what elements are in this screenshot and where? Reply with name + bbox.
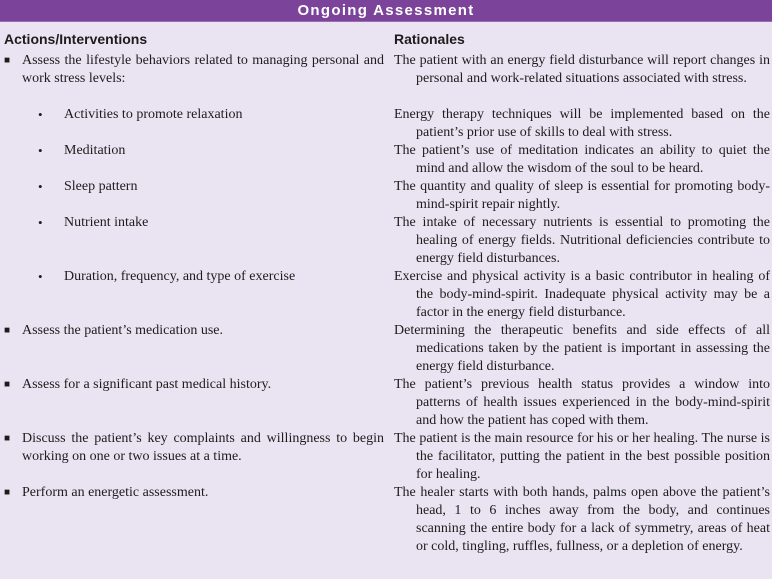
column-headers: [0, 22, 772, 52]
bullet-icon: •: [38, 179, 43, 194]
bullet-icon: ■: [4, 487, 11, 498]
table-row: [0, 106, 772, 142]
table-row: [0, 268, 772, 322]
bullet-icon: •: [38, 215, 43, 230]
rationale-text: The healer starts with both hands, palms open above the patient’s head, 1 to 6 inches away from the body, and continues scanning the entire body for a lack of symmetry, areas of heat or cold, tingling, ruffles, fullness, or a depletion of energy.: [394, 485, 770, 554]
bullet-icon: ■: [4, 55, 11, 66]
table-row: [0, 142, 772, 178]
action-cell: [0, 142, 394, 160]
action-cell: [0, 376, 394, 394]
table-row: [0, 430, 772, 484]
action-text: Sleep pattern: [64, 179, 138, 194]
table-row: [0, 322, 772, 376]
action-cell: [0, 322, 394, 340]
rationale-text: The patient with an energy field disturbance will report changes in personal and work-related situations associated with stress.: [394, 53, 770, 86]
rationale-text: The patient’s use of meditation indicates an ability to quiet the mind and allow the wisdom of the soul to be heard.: [394, 143, 770, 176]
rationale-text: Energy therapy techniques will be implemented based on the patient’s prior use of skills to deal with stress.: [394, 107, 770, 140]
action-text: Assess the lifestyle behaviors related to managing personal and work stress levels:: [22, 53, 384, 86]
table-row: [0, 52, 772, 106]
action-text: Meditation: [64, 143, 126, 158]
bullet-icon: ■: [4, 379, 11, 390]
rationale-text: The intake of necessary nutrients is essential to promoting the healing of energy fields. Nutritional deficiencies contribute to energy field disturbances.: [394, 215, 770, 266]
rationale-text: The patient is the main resource for his or her healing. The nurse is the facilitator, putting the patient in the best possible position for healing.: [394, 431, 770, 482]
bullet-icon: ■: [4, 325, 11, 336]
rationale-text: Determining the therapeutic benefits and side effects of all medications taken by the patient is important in assessing the energy field disturbance.: [394, 323, 770, 374]
bullet-icon: ■: [4, 433, 11, 444]
bullet-icon: •: [38, 107, 43, 122]
action-text: Duration, frequency, and type of exercise: [64, 269, 296, 284]
action-text: Activities to promote relaxation: [64, 107, 243, 122]
action-text: Perform an energetic assessment.: [22, 485, 209, 500]
rationale-text: The patient’s previous health status provides a window into patterns of health issues experienced in the body-mind-spirit and how the patient has coped with them.: [394, 377, 770, 428]
table-row: [0, 214, 772, 268]
assessment-table: [0, 52, 772, 574]
table-row: [0, 376, 772, 430]
page-title: Ongoing Assessment: [0, 0, 772, 22]
action-text: Nutrient intake: [64, 215, 149, 230]
bullet-icon: •: [38, 269, 43, 284]
column-header-rationales: Rationales: [394, 31, 465, 47]
table-row: [0, 178, 772, 214]
column-header-actions: Actions/Interventions: [4, 31, 148, 47]
bullet-icon: •: [38, 143, 43, 158]
rationale-text: The quantity and quality of sleep is essential for promoting body-mind-spirit repair nightly.: [394, 179, 770, 212]
action-cell: [0, 106, 394, 124]
action-text: Discuss the patient’s key complaints and willingness to begin working on one or two issues at a time.: [22, 431, 384, 464]
action-cell: [0, 178, 394, 196]
rationale-text: Exercise and physical activity is a basic contributor in healing of the body-mind-spirit. Inadequate physical activity may be a factor in the energy field disturbance.: [394, 269, 770, 320]
action-cell: [0, 484, 394, 502]
action-text: Assess the patient’s medication use.: [22, 323, 224, 338]
action-cell: [0, 268, 394, 286]
action-cell: [0, 52, 394, 88]
table-row: [0, 484, 772, 574]
action-text: Assess for a significant past medical history.: [22, 377, 272, 392]
action-cell: [0, 430, 394, 466]
action-cell: [0, 214, 394, 232]
